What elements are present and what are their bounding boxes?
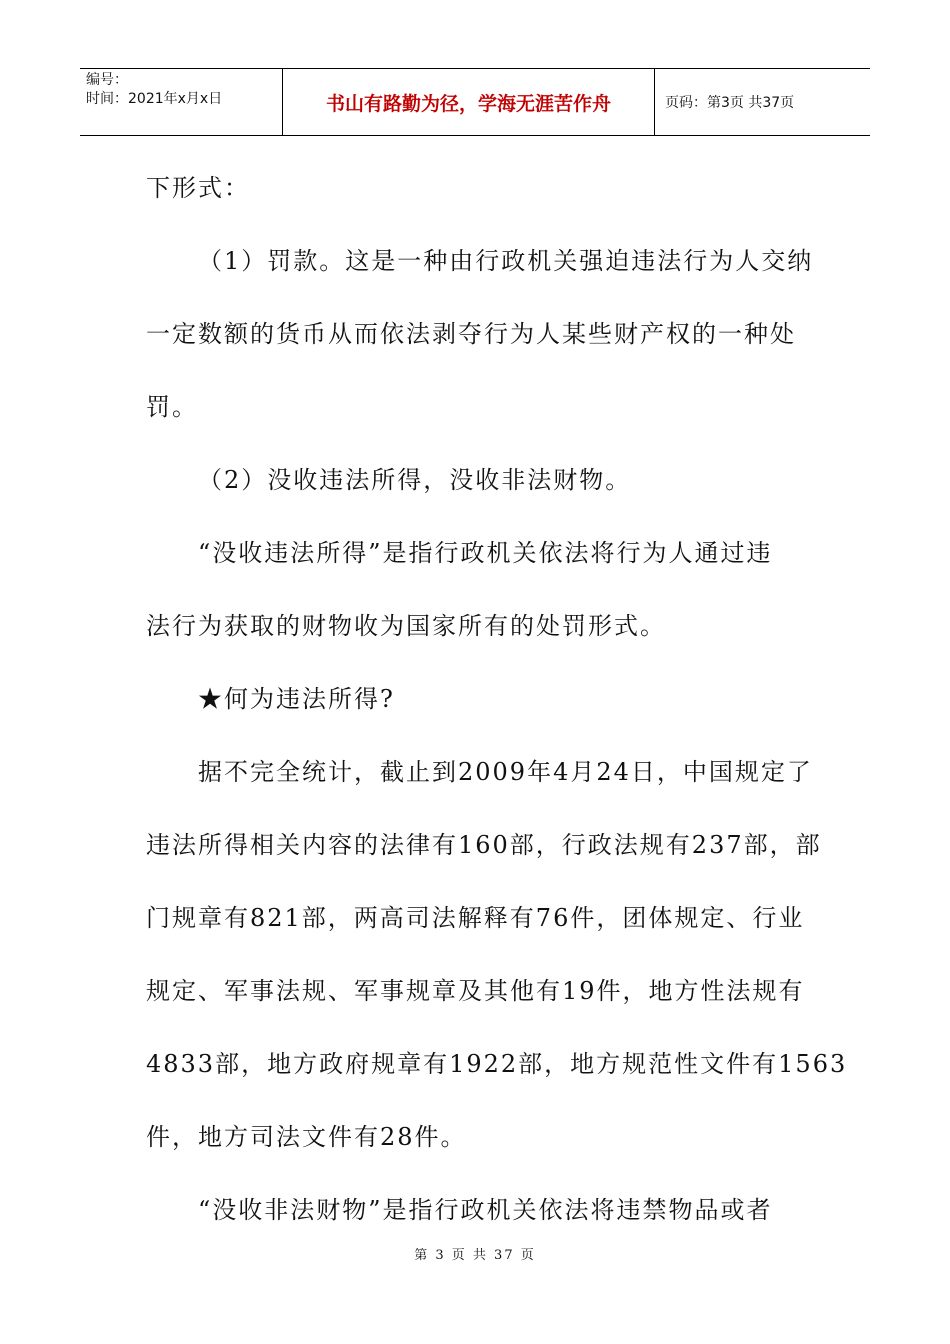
- body-line: ★何为违法所得?: [198, 685, 395, 713]
- page-footer: 第 3 页 共 37 页: [414, 1248, 536, 1263]
- header-page-code: 页码：第3页 共37页: [665, 95, 795, 111]
- document-number-label: 编号：: [86, 72, 128, 88]
- header-meta: [80, 69, 283, 135]
- header-motto: 书山有路勤为径，学海无涯苦作舟: [283, 69, 655, 135]
- body-line: 规定、军事法规、军事规章及其他有19件，地方性法规有: [146, 977, 805, 1005]
- body-line: 法行为获取的财物收为国家所有的处罚形式。: [146, 612, 666, 640]
- body-line: 据不完全统计，截止到2009年4月24日，中国规定了: [198, 758, 813, 786]
- page-header: [80, 68, 870, 136]
- body-line: 违法所得相关内容的法律有160部，行政法规有237部，部: [146, 831, 822, 859]
- body-line: 下形式：: [146, 174, 250, 202]
- body-line: “没收非法财物”是指行政机关依法将违禁物品或者: [198, 1196, 773, 1224]
- body-line: 一定数额的货币从而依法剥夺行为人某些财产权的一种处: [146, 320, 796, 348]
- document-body: [146, 152, 848, 1247]
- document-date-label: 时间：2021年x月x日: [86, 91, 223, 107]
- body-line: （2）没收违法所得，没收非法财物。: [198, 466, 632, 494]
- body-line: 4833部，地方政府规章有1922部，地方规范性文件有1563: [146, 1050, 848, 1078]
- body-line: “没收违法所得”是指行政机关依法将行为人通过违: [198, 539, 773, 567]
- body-line: 门规章有821部，两高司法解释有76件，团体规定、行业: [146, 904, 805, 932]
- body-line: （1）罚款。这是一种由行政机关强迫违法行为人交纳: [198, 247, 814, 275]
- body-line: 罚。: [146, 393, 198, 421]
- body-line: 件，地方司法文件有28件。: [146, 1123, 467, 1151]
